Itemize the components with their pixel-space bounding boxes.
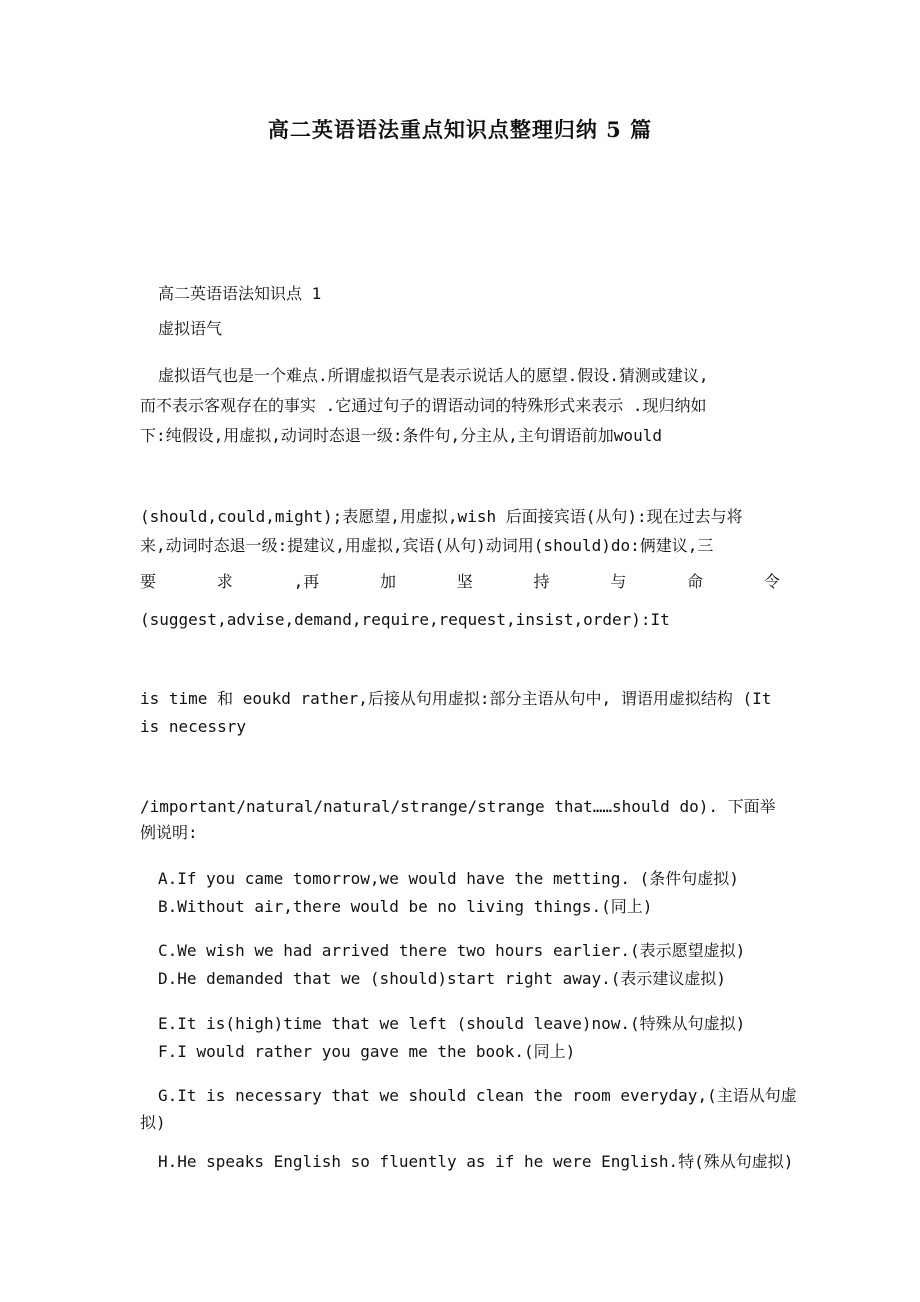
spread-char: ,再 [293,572,320,591]
example-line: D.He demanded that we (should)start right away.(表示建议虚拟) [158,969,727,988]
spread-char: 命 [687,572,704,591]
spread-char: 令 [763,572,780,591]
topic-heading: 虚拟语气 [158,319,223,338]
spread-char: 要 [140,572,157,591]
example-line: C.We wish we had arrived there two hours earlier.(表示愿望虚拟) [158,941,746,960]
spread-char: 求 [216,572,233,591]
spread-char: 加 [379,572,396,591]
spread-char: 坚 [456,572,473,591]
spread-char: 持 [533,572,550,591]
paragraph-line: is time 和 eoukd rather,后接从句用虚拟:部分主语从句中, 谓语用虚拟结构 (It [140,689,772,708]
paragraph-line: (suggest,advise,demand,require,request,insist,order):It [140,610,670,629]
paragraph-line: 虚拟语气也是一个难点.所谓虚拟语气是表示说话人的愿望.假设.猜测或建议, [158,366,709,385]
example-line: H.He speaks English so fluently as if he were English.特(殊从句虚拟) [158,1152,794,1171]
example-line: 拟) [140,1113,166,1132]
example-line: G.It is necessary that we should clean the room everyday,(主语从句虚 [158,1086,797,1105]
example-line: A.If you came tomorrow,we would have the metting. (条件句虚拟) [158,869,739,888]
paragraph-line: 来,动词时态退一级:提建议,用虚拟,宾语(从句)动词用(should)do:俩建议,三 [140,536,714,555]
spread-char: 与 [610,572,627,591]
paragraph-line: 而不表示客观存在的事实 .它通过句子的谓语动词的特殊形式来表示 .现归纳如 [140,396,707,415]
section-heading: 高二英语语法知识点 1 [158,284,322,303]
example-line: F.I would rather you gave me the book.(同上) [158,1042,576,1061]
paragraph-line: 下:纯假设,用虚拟,动词时态退一级:条件句,分主从,主句谓语前加would [140,426,662,445]
spread-text-line [140,572,780,592]
document-title: 高二英语语法重点知识点整理归纳 5 篇 [267,117,653,142]
example-line: B.Without air,there would be no living things.(同上) [158,897,653,916]
paragraph-line: is necessry [140,717,246,736]
paragraph-line: (should,could,might);表愿望,用虚拟,wish 后面接宾语(从句):现在过去与将 [140,507,743,526]
paragraph-line: 例说明: [140,823,198,842]
paragraph-line: /important/natural/natural/strange/strange that……should do). 下面举 [140,797,776,816]
example-line: E.It is(high)time that we left (should leave)now.(特殊从句虚拟) [158,1014,746,1033]
